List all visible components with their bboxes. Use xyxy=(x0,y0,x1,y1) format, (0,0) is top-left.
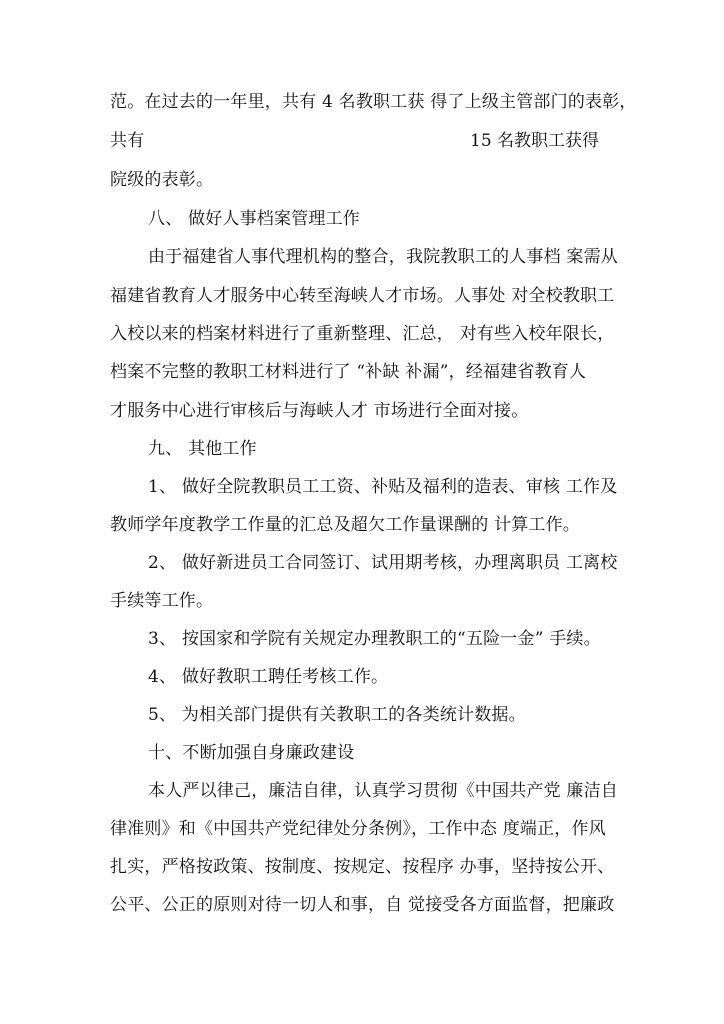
text-line: 15 名教职工获得 xyxy=(470,131,600,151)
section-heading: 十、不断加强自身廉政建设 xyxy=(148,743,355,763)
list-item: 1、 做好全院教职员工工资、补贴及福利的造表、审核 工作及 xyxy=(148,477,618,497)
text-line: 共有 xyxy=(110,131,145,151)
list-item: 5、 为相关部门提供有关教职工的各类统计数据。 xyxy=(148,705,526,725)
text-line: 由于福建省人事代理机构的整合，我院教职工的人事档 案需从 xyxy=(148,247,619,267)
section-heading: 八、 做好人事档案管理工作 xyxy=(148,209,361,229)
text-line: 手续等工作。 xyxy=(110,591,214,611)
text-line: 档案不完整的教职工材料进行了 “补缺 补漏”，经福建省教育人 xyxy=(110,362,587,382)
text-line: 入校以来的档案材料进行了重新整理、汇总， 对有些入校年限长， xyxy=(110,324,615,344)
text-line: 教师学年度教学工作量的汇总及超欠工作量课酬的 计算工作。 xyxy=(110,515,581,535)
list-item: 3、 按国家和学院有关规定办理教职工的“五险一金” 手续。 xyxy=(148,629,601,649)
list-item: 2、 做好新进员工合同签订、试用期考核，办理离职员 工离校 xyxy=(148,553,618,573)
text-line: 本人严以律己，廉洁自律，认真学习贯彻《中国共产党 廉洁自 xyxy=(148,781,619,801)
text-line: 公平、公正的原则对待一切人和事，自 觉接受各方面监督，把廉政 xyxy=(110,895,615,915)
section-heading: 九、 其他工作 xyxy=(148,439,257,459)
text-line: 范。在过去的一年里，共有 4 名教职工获 得了上级主管部门的表彰， xyxy=(110,92,637,112)
text-line: 扎实，严格按政策、按制度、按规定、按程序 办事，坚持按公开、 xyxy=(110,857,615,877)
text-line: 才服务中心进行审核后与海峡人才 市场进行全面对接。 xyxy=(110,401,529,421)
list-item: 4、 做好教职工聘任考核工作。 xyxy=(148,667,389,687)
text-line: 福建省教育人才服务中心转至海峡人才市场。人事处 对全校教职工 xyxy=(110,286,615,306)
text-line: 律准则》和《中国共产党纪律处分条例》，工作中态 度端正，作风 xyxy=(110,819,606,839)
text-line: 院级的表彰。 xyxy=(110,170,214,190)
